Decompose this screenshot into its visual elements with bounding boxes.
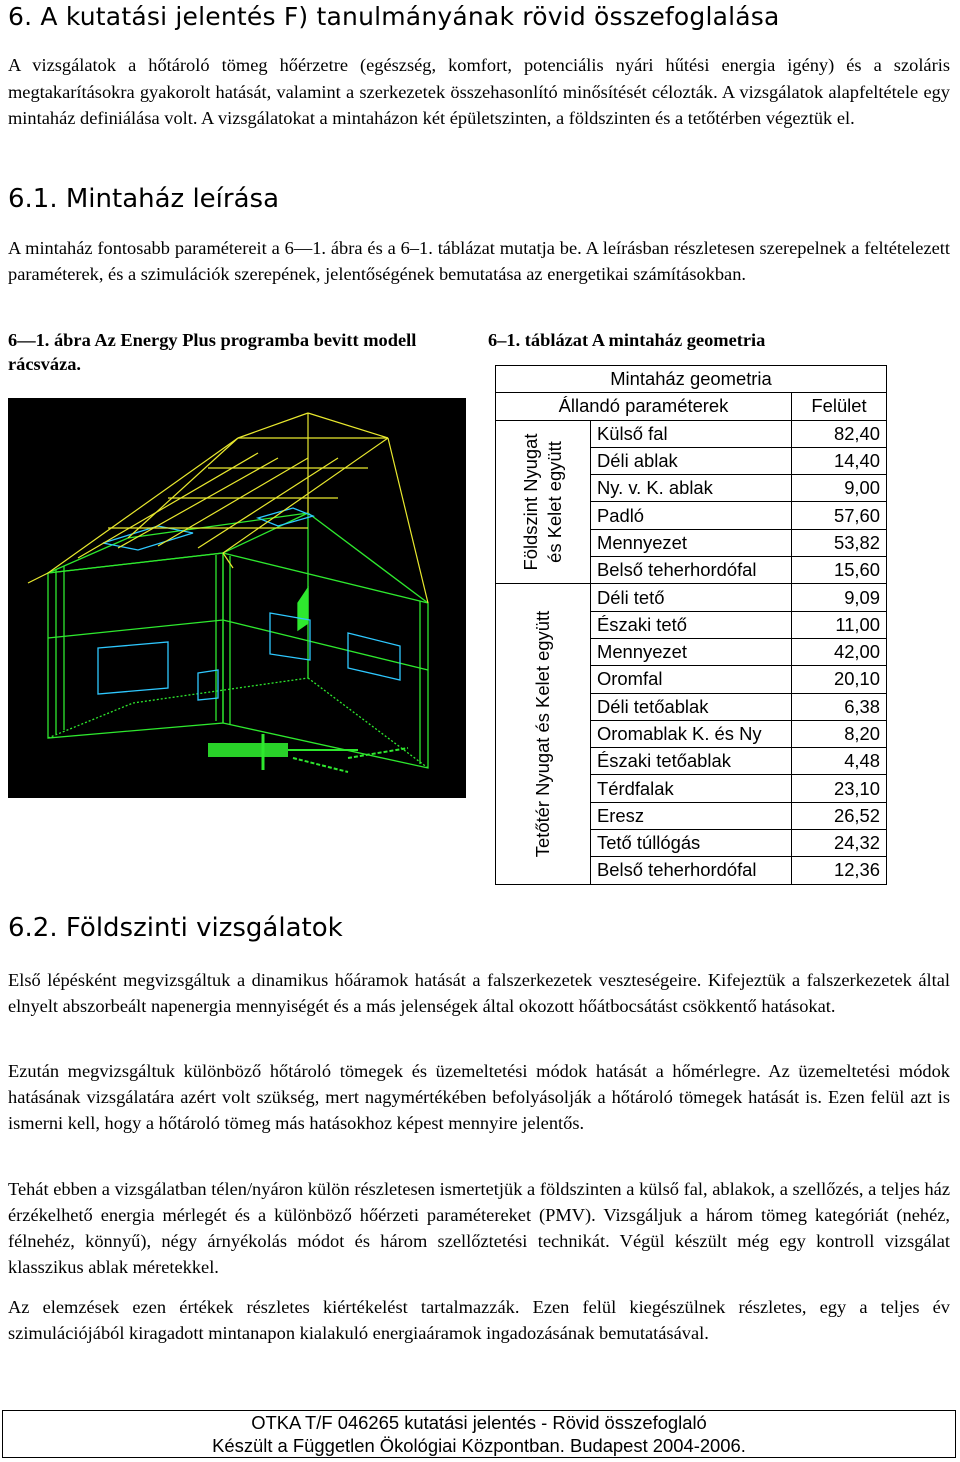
row-value: 6,38: [792, 693, 887, 720]
table-row: [496, 584, 887, 611]
subsection-2-title: 6.2. Földszinti vizsgálatok: [8, 913, 343, 943]
row-name: Belső teherhordófal: [591, 557, 792, 584]
group-label: Tetőtér Nyugat és Kelet együtt: [532, 610, 553, 858]
row-value: 20,10: [792, 666, 887, 693]
row-name: Déli tető: [591, 584, 792, 611]
row-value: 8,20: [792, 720, 887, 747]
row-value: 23,10: [792, 775, 887, 802]
row-name: Térdfalak: [591, 775, 792, 802]
house-walls-wireframe: [48, 513, 428, 768]
table-title-row: [496, 366, 887, 393]
roof-wireframe: [28, 413, 428, 603]
row-name: Mennyezet: [591, 529, 792, 556]
row-name: Déli tetőablak: [591, 693, 792, 720]
row-value: 24,32: [792, 830, 887, 857]
row-value: 12,36: [792, 857, 887, 884]
row-name: Oromablak K. és Ny: [591, 720, 792, 747]
subsection-2-paragraph-3: Tehát ebben a vizsgálatban télen/nyáron külön részletesen ismertetjük a földszinten a külső fal, ablakok, a szellőzés, a teljes ház érzékelhető energia mérlegét és a különböző hőérzeti paramétereket (PMV). Vizsgáljuk a három tömeg kategóriát (nehéz, félnehéz, könnyű), négy árnyékolás módot és három szellőztetési technikát. Végül készült még egy kontroll vizsgálat klasszikus ablak méretekkel.: [8, 1179, 950, 1277]
row-name: Déli ablak: [591, 447, 792, 474]
section-title: 6. A kutatási jelentés F) tanulmányának rövid összefoglalása: [8, 2, 780, 31]
group-label-cell: [496, 420, 591, 584]
table-caption: 6–1. táblázat A mintaház geometria: [488, 330, 766, 350]
row-value: 26,52: [792, 802, 887, 829]
table-row: [496, 420, 887, 447]
footer-line-2: Készült a Független Ökológiai Központban. Budapest 2004-2006.: [212, 1435, 746, 1456]
row-name: Külső fal: [591, 420, 792, 447]
row-value: 53,82: [792, 529, 887, 556]
table-title: Mintaház geometria: [496, 366, 887, 393]
row-value: 14,40: [792, 447, 887, 474]
wireframe-model-drawing: [8, 398, 466, 798]
window-outlines: [98, 508, 400, 700]
row-value: 9,00: [792, 475, 887, 502]
row-name: Ny. v. K. ablak: [591, 475, 792, 502]
header-area: Felület: [792, 393, 887, 420]
row-value: 4,48: [792, 748, 887, 775]
row-value: 57,60: [792, 502, 887, 529]
figure-caption: 6—1. ábra Az Energy Plus programba bevitt modell rácsváza.: [8, 330, 417, 374]
footer-line-1: OTKA T/F 046265 kutatási jelentés - Rövid összefoglaló: [251, 1412, 707, 1433]
wireframe-model-figure: [8, 398, 466, 798]
row-name: Északi tetőablak: [591, 748, 792, 775]
intro-paragraph: A vizsgálatok a hőtároló tömeg hőérzetre (egészség, komfort, potenciális nyári hűtési energia igény) és a szoláris megtakarításokra gyakorolt hatását, valamint a szerkezetek összehasonlító minősítését célozták. A vizsgálatok alapfeltétele egy mintaház definiálása volt. A vizsgálatokat a mintaházon két épületszinten, a földszinten és a tetőtérben végeztük el.: [8, 55, 950, 128]
row-name: Eresz: [591, 802, 792, 829]
group-label-cell: [496, 584, 591, 884]
page-footer: [2, 1410, 956, 1458]
north-arrow-marker: [208, 734, 408, 772]
geometry-table: [495, 365, 887, 885]
row-value: 42,00: [792, 638, 887, 665]
row-value: 15,60: [792, 557, 887, 584]
row-value: 9,09: [792, 584, 887, 611]
header-params: Állandó paraméterek: [496, 393, 792, 420]
subsection-2-paragraph-1: Első lépésként megvizsgáltuk a dinamikus hőáramok hatását a falszerkezetek veszteségeire. Kifejeztük a falszerkezetek által elnyelt abszorbeált napenergia mennyiségét és a más jelenségek által okozott hőátbocsátást csökkentő hatásokat.: [8, 970, 950, 1016]
row-name: Tető túllógás: [591, 830, 792, 857]
group-label: Földszint Nyugat és Kelet együtt: [520, 433, 565, 571]
table-header-row: [496, 393, 887, 420]
row-name: Északi tető: [591, 611, 792, 638]
subsection-2-paragraph-2: Ezután megvizsgáltuk különböző hőtároló tömegek és üzemeltetési módok hatását a hőmérlegre. Az üzemeltetési módok hatásának vizsgálatára azért volt szükség, mert nagymértékében befolyásolják a hőtároló tömegek hatását is. Ezen felül azt is ismerni kell, hogy a hőtároló tömeg más hatásokhoz képest mennyire jelentős.: [8, 1061, 950, 1133]
row-name: Oromfal: [591, 666, 792, 693]
subsection-1-title: 6.1. Mintaház leírása: [8, 184, 280, 214]
row-name: Padló: [591, 502, 792, 529]
row-value: 82,40: [792, 420, 887, 447]
subsection-1-paragraph: A mintaház fontosabb paramétereit a 6—1. ábra és a 6–1. táblázat mutatja be. A leírásban részletesen szerepelnek a feltételezett paraméterek, és a szimulációk szerepének, jelentőségének bemutatása az energetikai számításokban.: [8, 238, 950, 284]
row-value: 11,00: [792, 611, 887, 638]
row-name: Mennyezet: [591, 638, 792, 665]
row-name: Belső teherhordófal: [591, 857, 792, 884]
subsection-2-paragraph-4: Az elemzések ezen értékek részletes kiértékelést tartalmazzák. Ezen felül kiegészülnek részletes, egy a teljes év szimulációjából kiragadott mintanapon kialakuló energiaáramok ingadozásának bemutatásával.: [8, 1297, 950, 1343]
